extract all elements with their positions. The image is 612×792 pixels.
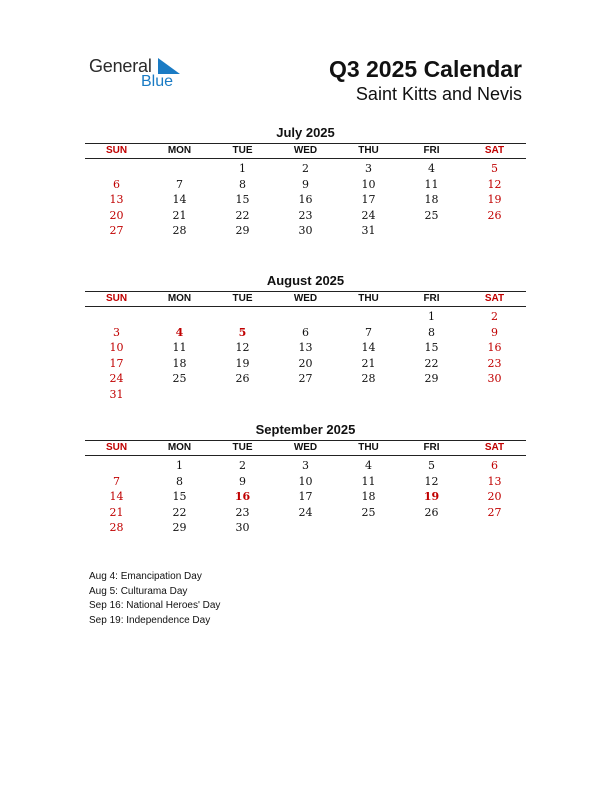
date-cell: 8 <box>239 177 246 191</box>
weekday-label: FRI <box>423 293 440 304</box>
date-cell: 1 <box>239 162 246 175</box>
date-cell: 29 <box>172 521 187 534</box>
date-cell: 27 <box>109 224 124 237</box>
date-cell: 14 <box>109 490 124 503</box>
month-august <box>85 273 526 402</box>
date-cell: 28 <box>109 521 124 534</box>
date-cell: 25 <box>361 505 376 519</box>
date-cell: 10 <box>109 341 124 354</box>
weekday-label: WED <box>293 293 318 304</box>
weekday-label: MON <box>167 293 192 304</box>
date-cell <box>85 309 148 325</box>
weekday-label: THU <box>358 293 379 304</box>
date-cell: 15 <box>172 490 187 503</box>
date-cell: 29 <box>424 372 439 385</box>
date-cell: 18 <box>172 356 187 370</box>
date-cell: 7 <box>176 177 183 191</box>
date-cell: 26 <box>487 208 502 222</box>
date-cell: 21 <box>361 356 376 370</box>
date-cell <box>463 520 526 536</box>
date-cell: 2 <box>491 310 498 323</box>
week-row <box>85 325 526 341</box>
date-cell: 14 <box>361 341 376 354</box>
date-cell: 15 <box>424 341 439 354</box>
weekday-label: MON <box>167 145 192 156</box>
date-cell <box>211 309 274 325</box>
month-title: September 2025 <box>255 422 356 437</box>
date-cell: 23 <box>298 208 313 222</box>
weeks <box>85 309 526 402</box>
date-cell: 12 <box>424 474 439 488</box>
weekday-label: SUN <box>105 145 128 156</box>
date-cell: 5 <box>428 459 435 472</box>
date-cell: 25 <box>424 208 439 222</box>
date-cell: 22 <box>424 356 439 370</box>
week-row <box>85 340 526 356</box>
date-cell: 25 <box>172 372 187 385</box>
date-cell: 11 <box>172 341 187 354</box>
holiday-date-cell: 16 <box>234 490 251 503</box>
logo-text-blue: Blue <box>141 73 174 90</box>
holiday-list-item: Aug 5: Culturama Day <box>89 585 188 597</box>
date-cell: 22 <box>235 208 250 222</box>
weekday-label: THU <box>358 442 379 453</box>
date-cell <box>337 309 400 325</box>
logo-text-general: General <box>89 56 152 76</box>
date-cell <box>463 387 526 403</box>
page-subtitle: Saint Kitts and Nevis <box>355 84 522 104</box>
weekday-label: FRI <box>423 145 440 156</box>
weekday-label: SAT <box>484 442 505 453</box>
date-cell: 24 <box>361 208 376 222</box>
date-cell: 21 <box>109 505 124 519</box>
week-row <box>85 161 526 177</box>
date-cell: 16 <box>487 341 502 354</box>
date-cell: 7 <box>365 325 372 339</box>
date-cell: 15 <box>235 193 250 206</box>
date-cell: 1 <box>176 459 183 472</box>
date-cell: 17 <box>298 490 313 503</box>
weekday-label: TUE <box>232 293 253 304</box>
date-cell: 2 <box>239 459 246 472</box>
holiday-list-item: Sep 19: Independence Day <box>89 614 211 626</box>
holiday-list-item: Sep 16: National Heroes' Day <box>89 600 221 611</box>
date-cell: 9 <box>302 177 309 191</box>
weekday-label: FRI <box>423 442 440 453</box>
date-cell: 13 <box>487 474 502 488</box>
date-cell: 18 <box>361 490 376 503</box>
date-cell: 28 <box>361 372 376 385</box>
date-cell <box>337 387 400 403</box>
date-cell: 19 <box>487 193 502 206</box>
date-cell: 29 <box>235 224 250 237</box>
date-cell <box>85 161 148 177</box>
date-cell: 19 <box>235 356 250 370</box>
weekday-label: SAT <box>484 293 505 304</box>
date-cell: 20 <box>298 356 313 370</box>
month-july <box>85 125 526 239</box>
page-title: Q3 2025 Calendar <box>328 56 522 82</box>
date-cell <box>400 520 463 536</box>
date-cell: 27 <box>487 505 502 519</box>
weekday-label: SUN <box>105 293 128 304</box>
date-cell: 12 <box>235 341 250 354</box>
date-cell: 9 <box>239 474 246 488</box>
date-cell: 3 <box>365 162 372 175</box>
date-cell: 26 <box>424 505 439 519</box>
date-cell <box>211 387 274 403</box>
date-cell: 13 <box>109 193 124 206</box>
date-cell: 18 <box>424 193 439 206</box>
date-cell <box>400 223 463 239</box>
date-cell: 6 <box>302 325 309 339</box>
date-cell: 23 <box>235 505 250 519</box>
date-cell: 21 <box>172 208 187 222</box>
date-cell <box>148 161 211 177</box>
week-row <box>85 356 526 372</box>
date-cell <box>148 309 211 325</box>
date-cell: 14 <box>172 193 187 206</box>
date-cell <box>274 309 337 325</box>
date-cell: 9 <box>491 325 498 339</box>
weekday-label: MON <box>167 442 192 453</box>
holiday-date-cell: 19 <box>423 490 440 503</box>
date-cell: 30 <box>235 521 250 534</box>
week-row <box>85 208 526 224</box>
date-cell: 30 <box>298 224 313 237</box>
date-cell: 2 <box>302 162 309 175</box>
holiday-list <box>89 570 220 628</box>
date-cell: 3 <box>113 325 120 339</box>
week-row <box>85 223 526 239</box>
weeks <box>85 458 526 536</box>
weekday-header-row <box>85 291 526 307</box>
month-title: August 2025 <box>266 273 345 288</box>
date-cell: 24 <box>109 372 124 385</box>
date-cell: 31 <box>109 387 124 401</box>
date-cell <box>400 387 463 403</box>
weekday-label: THU <box>358 145 379 156</box>
week-row <box>85 505 526 521</box>
logo-flag-icon <box>158 58 182 74</box>
weekday-label: TUE <box>232 442 253 453</box>
date-cell: 28 <box>172 224 187 237</box>
date-cell <box>274 520 337 536</box>
week-row <box>85 177 526 193</box>
date-cell <box>337 520 400 536</box>
date-cell: 22 <box>172 505 187 519</box>
weekday-header-row <box>85 440 526 456</box>
week-row <box>85 520 526 536</box>
date-cell: 20 <box>487 490 502 503</box>
weekday-label: WED <box>293 442 318 453</box>
date-cell: 13 <box>298 341 313 354</box>
date-cell: 17 <box>361 193 376 206</box>
date-cell <box>148 387 211 403</box>
date-cell: 6 <box>491 459 498 472</box>
week-row <box>85 387 526 403</box>
date-cell: 5 <box>491 162 498 175</box>
date-cell: 3 <box>302 459 309 472</box>
date-cell: 26 <box>235 372 250 385</box>
date-cell: 27 <box>298 372 313 385</box>
week-row <box>85 474 526 490</box>
date-cell: 8 <box>176 474 183 488</box>
week-row <box>85 489 526 505</box>
weekday-header-row <box>85 143 526 159</box>
month-title: July 2025 <box>276 125 335 140</box>
date-cell: 30 <box>487 372 502 385</box>
date-cell: 6 <box>113 177 120 191</box>
date-cell <box>274 387 337 403</box>
date-cell: 24 <box>298 505 313 519</box>
date-cell: 31 <box>361 224 376 237</box>
date-cell: 11 <box>424 177 439 191</box>
date-cell: 23 <box>487 356 502 370</box>
date-cell <box>463 223 526 239</box>
date-cell: 12 <box>487 177 502 191</box>
date-cell: 4 <box>428 162 435 175</box>
week-row <box>85 309 526 325</box>
logo <box>89 56 199 96</box>
weekday-label: SUN <box>105 442 128 453</box>
date-cell: 10 <box>298 474 313 488</box>
date-cell: 4 <box>365 459 372 472</box>
date-cell: 1 <box>428 310 435 323</box>
holiday-date-cell: 5 <box>238 325 247 339</box>
date-cell: 11 <box>361 474 376 488</box>
date-cell: 16 <box>298 193 313 206</box>
week-row <box>85 371 526 387</box>
weeks <box>85 161 526 239</box>
weekday-label: TUE <box>232 145 253 156</box>
date-cell: 20 <box>109 208 124 222</box>
month-september <box>85 422 526 536</box>
holiday-list-item: Aug 4: Emancipation Day <box>89 571 202 582</box>
holiday-date-cell: 4 <box>175 325 184 339</box>
date-cell <box>85 458 148 474</box>
date-cell: 8 <box>428 325 435 339</box>
date-cell: 10 <box>361 177 376 191</box>
date-cell: 7 <box>113 474 120 488</box>
weekday-label: WED <box>293 145 318 156</box>
date-cell: 17 <box>109 356 124 370</box>
week-row <box>85 458 526 474</box>
week-row <box>85 192 526 208</box>
weekday-label: SAT <box>484 145 505 156</box>
